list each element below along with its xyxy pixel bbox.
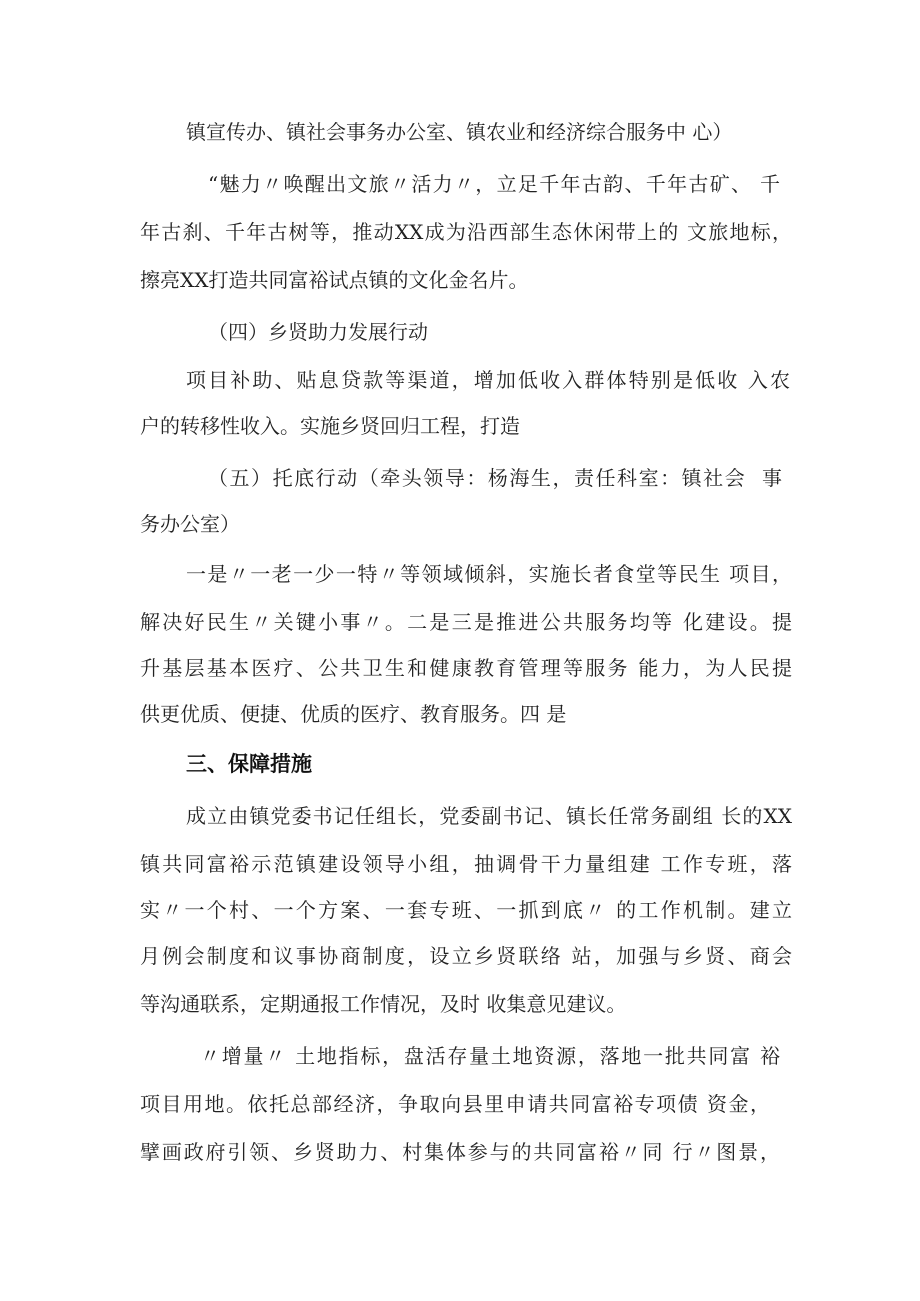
paragraph-line: 供更优质、便捷、优质的医疗、教育服务。四 是 xyxy=(140,702,567,726)
paragraph-line: 项目用地。依托总部经济，争取向县里申请共同富裕专项债 资金， xyxy=(140,1092,770,1116)
section-heading: 三、保障措施 xyxy=(186,752,312,776)
paragraph-line: “魅力〃唤醒出文旅〃活力〃，立足千年古韵、千年古矿、 千 xyxy=(208,172,780,196)
paragraph-line: 一是〃一老一少一特〃等领域倾斜，实施长者食堂等民生 项目， xyxy=(186,562,792,586)
paragraph-line: 户的转移性收入。实施乡贤回归工程，打造 xyxy=(140,414,520,438)
paragraph-line: 实〃一个村、一个方案、一套专班、一抓到底〃 的工作机制。建立 xyxy=(140,898,792,922)
paragraph-line: 擦亮XX打造共同富裕试点镇的文化金名片。 xyxy=(140,268,529,292)
paragraph-line: 等沟通联系，定期通报工作情况，及时 收集意见建议。 xyxy=(140,992,627,1016)
paragraph-line: 务办公室） xyxy=(140,512,240,536)
paragraph-line: 镇共同富裕示范镇建设领导小组，抽调骨干力量组建 工作专班，落 xyxy=(140,852,792,876)
paragraph-line: 项目补助、贴息贷款等渠道，增加低收入群体特别是低收 入农 xyxy=(186,368,790,392)
paragraph-line: 月例会制度和议事协商制度，设立乡贤联络 站，加强与乡贤、商会 xyxy=(140,944,792,968)
paragraph-line: 解决好民生〃关键小事〃。二是三是推进公共服务均等 化建设。提 xyxy=(140,610,792,634)
section-subtitle: （四）乡贤助力发展行动 xyxy=(208,320,428,344)
paragraph-line: 镇宣传办、镇社会事务办公室、镇农业和经济综合服务中 心） xyxy=(186,120,733,144)
paragraph-line: 年古刹、千年古树等，推动XX成为沿西部生态休闲带上的 文旅地标， xyxy=(140,220,792,244)
paragraph-line: 成立由镇党委书记任组长，党委副书记、镇长任常务副组 长的XX xyxy=(186,804,792,828)
paragraph-line: 〃增量〃 土地指标，盘活存量土地资源，落地一批共同富 裕 xyxy=(200,1044,780,1068)
paragraph-line: 升基层基本医疗、公共卫生和健康教育管理等服务 能力，为人民提 xyxy=(140,656,792,680)
section-subtitle: （五）托底行动（牵头领导：杨海生，责任科室：镇社会 事 xyxy=(208,466,782,490)
paragraph-line: 擘画政府引领、乡贤助力、村集体参与的共同富裕〃同 行〃图景， xyxy=(140,1140,780,1164)
